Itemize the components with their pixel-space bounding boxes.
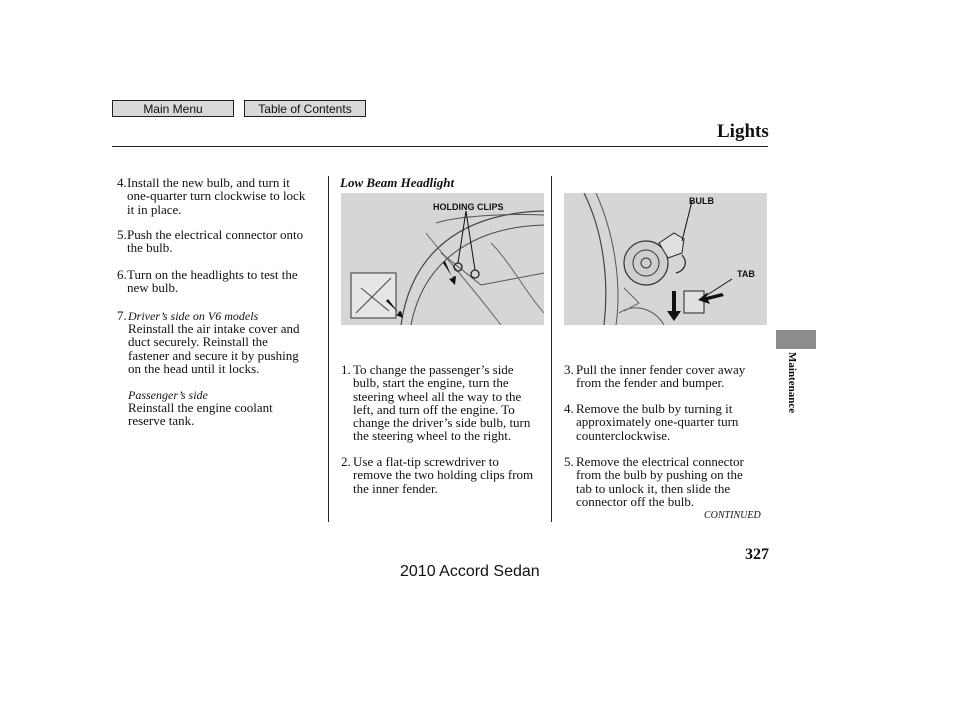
left-step-5 xyxy=(117,228,327,256)
step-number: 3. xyxy=(564,362,574,377)
left-step-6 xyxy=(117,268,327,296)
step-number: 5. xyxy=(117,227,127,242)
footer-title: 2010 Accord Sedan xyxy=(400,563,540,580)
bulb-tab-figure xyxy=(564,193,767,325)
passenger-side-text: Reinstall the engine coolant reserve tank. xyxy=(128,400,273,429)
middle-step-2 xyxy=(341,455,551,497)
driver-side-label: Driver’s side on V6 models xyxy=(128,309,259,323)
step-number: 2. xyxy=(341,454,351,469)
step-text: Remove the bulb by turning it approximately one-quarter turn counterclockwise. xyxy=(576,401,739,443)
step-number: 6. xyxy=(117,267,127,282)
step-text: Push the electrical connector onto the bulb. xyxy=(127,227,304,256)
step-text: To change the passenger’s side bulb, start the engine, turn the steering wheel all the way to the left, and turn off the engine. To change the driver’s side bulb, turn the steering wheel to the right. xyxy=(353,362,531,444)
right-step-5 xyxy=(564,455,764,511)
step-text: Turn on the headlights to test the new bulb. xyxy=(127,267,298,296)
fender-illustration xyxy=(341,193,544,325)
header-rule xyxy=(112,146,768,147)
holding-clips-figure xyxy=(341,193,544,325)
headlight-assembly-illustration xyxy=(564,193,767,325)
holding-clips-label: HOLDING CLIPS xyxy=(433,202,504,212)
left-step-4 xyxy=(117,176,327,216)
driver-side-text: Reinstall the air intake cover and duct securely. Reinstall the fastener and secure it by pushing on the head until it locks. xyxy=(128,321,300,376)
step-text: Use a flat-tip screwdriver to remove the two holding clips from the inner fender. xyxy=(353,454,534,496)
step-number: 4. xyxy=(564,401,574,416)
side-section-label: Maintenance xyxy=(786,352,798,414)
section-title: Low Beam Headlight xyxy=(340,175,455,190)
step-text: Pull the inner fender cover away from the fender and bumper. xyxy=(576,362,746,391)
step-number: 5. xyxy=(564,454,574,469)
step-text: Install the new bulb, and turn it one-quarter turn clockwise to lock it in place. xyxy=(127,175,306,217)
passenger-side-label: Passenger’s side xyxy=(128,388,208,402)
middle-step-1 xyxy=(341,363,551,445)
right-step-3 xyxy=(564,363,764,391)
step-number: 1. xyxy=(341,362,351,377)
page-number: 327 xyxy=(745,546,769,563)
table-of-contents-button[interactable]: Table of Contents xyxy=(244,100,366,117)
right-step-4 xyxy=(564,402,764,444)
step-text: Remove the electrical connector from the bulb by pushing on the tab to unlock it, then slide the connector off the bulb. xyxy=(576,454,744,509)
continued-note: CONTINUED xyxy=(704,510,761,521)
column-divider-left xyxy=(328,176,329,522)
page-title: Lights xyxy=(717,121,769,142)
column-divider-right xyxy=(551,176,552,522)
main-menu-button[interactable]: Main Menu xyxy=(112,100,234,117)
step-number: 4. xyxy=(117,175,127,190)
bulb-label: BULB xyxy=(689,196,714,206)
step-number: 7. xyxy=(117,308,127,323)
tab-label: TAB xyxy=(737,269,755,279)
section-tab-marker xyxy=(776,330,816,349)
